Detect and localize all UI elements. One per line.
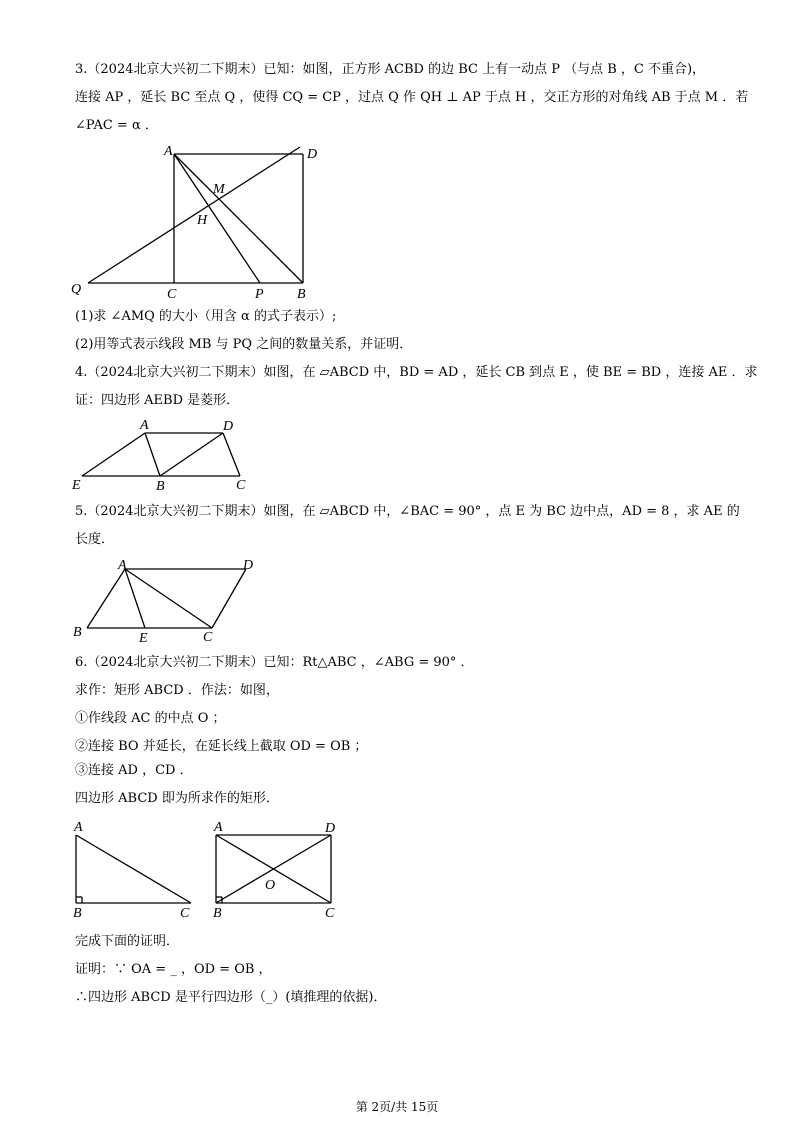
q4-text-line2: 证：四边形 AEBD 是菱形． <box>75 393 240 408</box>
q3-figure <box>60 140 340 309</box>
q5-label-c: C <box>203 630 213 645</box>
q4-label-c: C <box>236 478 246 493</box>
q6-step3: ③连接 AD ，CD ． <box>75 763 193 778</box>
page-footer: 第 2页/共 15页 <box>355 1100 439 1114</box>
q6-proof-line1: 证明：∵ OA = _ ，OD = OB ， <box>75 962 272 977</box>
q6-result: 四边形 ABCD 即为所求作的矩形． <box>75 791 279 806</box>
q3-label-p: P <box>255 287 264 302</box>
q6-left-label-b: B <box>73 906 82 921</box>
q4-figure-svg <box>60 415 260 495</box>
q3-text-line1: 3.（2024北京大兴初二下期末）已知：如图，正方形 ACBD 的边 BC 上有一动点 P （与点 B ，C 不重合)， <box>75 62 706 77</box>
q6-step1: ①作线段 AC 的中点 O ； <box>75 711 226 726</box>
q3-text-line2: 连接 AP ，延长 BC 至点 Q ，使得 CQ = CP ，过点 Q 作 QH ⊥ AP 于点 H ，交正方形的对角线 AB 于点 M ．若 <box>75 90 749 105</box>
q5-label-e: E <box>139 631 148 646</box>
q6-left-hypotenuse-ac <box>76 835 191 903</box>
q6-right-label-c: C <box>325 906 335 921</box>
q4-text-line1: 4.（2024北京大兴初二下期末）如图，在 ▱ABCD 中，BD = AD ，延长 CB 到点 E ，使 BE = BD ，连接 AE ．求 <box>75 365 758 380</box>
q6-text-line1: 6.（2024北京大兴初二下期末）已知：Rt△ABC ，∠ABG = 90° ． <box>75 655 474 670</box>
q4-label-a: A <box>140 418 149 433</box>
q6-figure-right-svg <box>200 815 350 925</box>
q3-label-b: B <box>297 287 306 302</box>
q6-left-label-c: C <box>180 906 190 921</box>
q5-side-dc <box>212 569 246 628</box>
q3-label-m: M <box>213 182 225 197</box>
q6-right-label-b: B <box>213 906 222 921</box>
q6-right-label-d: D <box>325 821 336 836</box>
q5-diagonal-ac <box>125 569 212 628</box>
q4-figure <box>60 415 260 499</box>
q6-complete-prompt: 完成下面的证明． <box>75 934 180 949</box>
q3-label-h: H <box>197 213 208 228</box>
q5-label-b: B <box>73 625 82 640</box>
q6-right-label-a: A <box>214 820 223 835</box>
q3-segment-ap <box>174 154 260 283</box>
q5-segment-ae <box>125 569 145 628</box>
q4-side-ab <box>145 433 160 476</box>
q3-label-q: Q <box>71 282 82 297</box>
q6-left-label-a: A <box>74 820 83 835</box>
q5-text-line1: 5.（2024北京大兴初二下期末）如图，在 ▱ABCD 中，∠BAC = 90° ，点 E 为 BC 边中点，AD = 8 ，求 AE 的 <box>75 504 740 519</box>
q3-label-d: D <box>307 147 318 162</box>
q5-label-d: D <box>243 558 254 573</box>
q5-side-ba <box>87 569 125 628</box>
q4-label-b: B <box>156 479 165 494</box>
q3-line-qh <box>88 147 300 283</box>
q5-label-a: A <box>118 558 127 573</box>
q6-step2: ②连接 BO 并延长，在延长线上截取 OD = OB ； <box>75 739 368 754</box>
q3-figure-svg <box>60 140 340 305</box>
q4-side-dc <box>223 433 240 476</box>
q4-side-bd <box>160 433 223 476</box>
q5-figure <box>60 555 270 654</box>
q5-text-line2: 长度． <box>75 532 115 547</box>
q4-label-e: E <box>72 478 81 493</box>
q6-figure-right <box>200 815 350 929</box>
q6-proof-line2: ∴四边形 ABCD 是平行四边形（_）(填推理的依据)． <box>75 990 387 1005</box>
q3-text-line3: ∠PAC = α ． <box>75 118 158 133</box>
q6-figure-left-svg <box>60 815 210 925</box>
q6-right-label-o: O <box>265 878 276 893</box>
q3-part1: (1)求 ∠AMQ 的大小（用含 α 的式子表示）; <box>75 309 337 324</box>
q3-label-c: C <box>167 287 177 302</box>
q5-figure-svg <box>60 555 270 650</box>
q4-label-d: D <box>223 419 234 434</box>
q6-figure-left <box>60 815 210 929</box>
q3-diagonal-ab <box>174 154 303 283</box>
q6-text-line2: 求作：矩形 ABCD ．作法：如图， <box>75 683 279 698</box>
q3-part2: (2)用等式表示线段 MB 与 PQ 之间的数量关系，并证明． <box>75 337 413 352</box>
q3-label-a: A <box>164 144 173 159</box>
q4-side-ea <box>82 433 145 476</box>
